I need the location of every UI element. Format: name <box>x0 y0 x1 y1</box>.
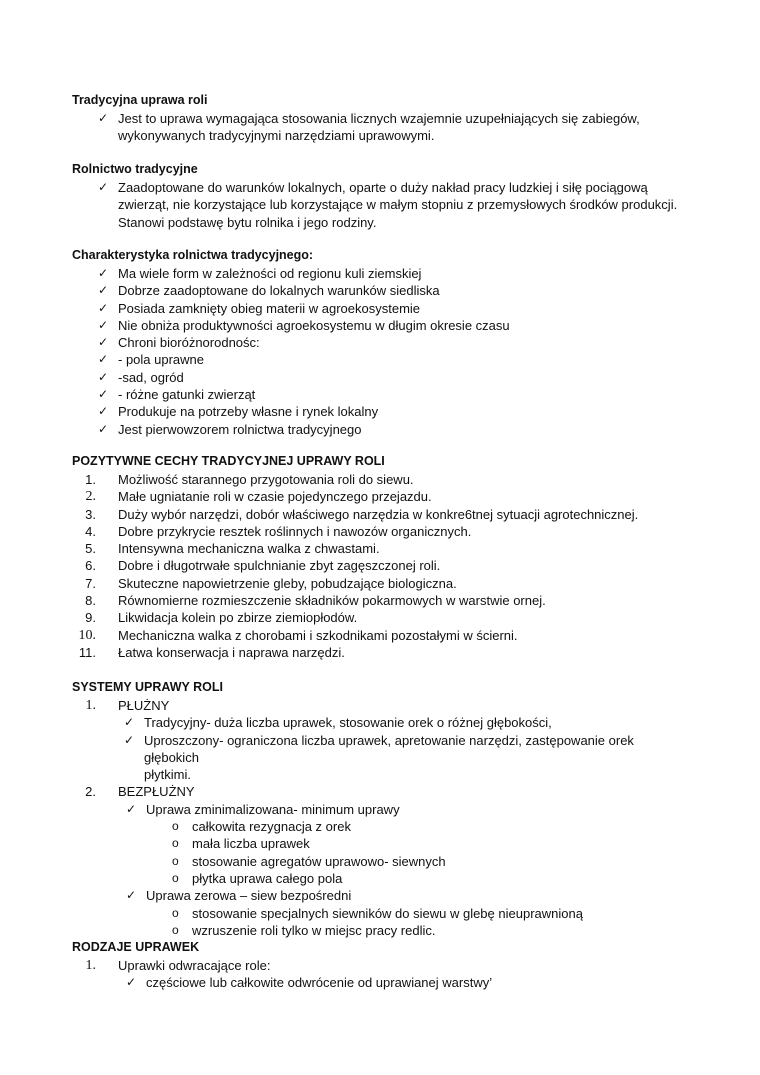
check-icon: ✓ <box>98 352 109 367</box>
circle-bullet-icon: o <box>172 870 179 885</box>
list-item: ✓ Posiada zamknięty obieg materii w agroekosystemie <box>98 300 421 316</box>
section-heading: SYSTEMY UPRAWY ROLI <box>72 680 223 694</box>
list-item-continuation: Stanowi podstawę bytu rolnika i jego rodziny. <box>118 214 377 230</box>
section-tillage-types <box>72 939 692 992</box>
section-positive-features <box>72 453 692 661</box>
check-icon: ✓ <box>98 180 109 194</box>
section-heading: Tradycyjna uprawa roli <box>72 93 208 107</box>
item-number: 2. <box>85 784 96 800</box>
section-traditional-farming <box>72 161 692 231</box>
section-heading: RODZAJE UPRAWEK <box>72 940 200 954</box>
item-number: 5. <box>85 541 96 557</box>
list-item-continuation: zwierząt, nie korzystające lub korzystające w małym stopniu z przemysłowych środków produkcji. <box>118 197 678 213</box>
numbered-item: 1. Uprawki odwracające role: <box>72 957 692 974</box>
section-tillage-systems <box>72 679 692 939</box>
item-number: 4. <box>85 523 96 539</box>
item-number: 2. <box>85 489 96 505</box>
check-icon: ✓ <box>126 975 137 990</box>
check-icon: ✓ <box>98 369 109 384</box>
check-icon: ✓ <box>98 317 109 332</box>
sub-list-item: o całkowita rezygnacja z orek <box>172 819 351 835</box>
item-number: 6. <box>85 558 96 574</box>
item-number: 10. <box>78 627 96 643</box>
item-number: 1. <box>85 472 96 487</box>
circle-bullet-icon: o <box>172 819 179 834</box>
section-heading: POZYTYWNE CECHY TRADYCYJNEJ UPRAWY ROLI <box>72 454 385 468</box>
list-item-continuation: płytkimi. <box>144 767 191 783</box>
section-traditional-tillage <box>72 92 692 145</box>
list-item: ✓ -sad, ogród <box>98 369 184 385</box>
list-item: ✓ Uprawa zminimalizowana- minimum uprawy <box>126 801 400 817</box>
list-item: ✓ Zaadoptowane do warunków lokalnych, oparte o duży nakład pracy ludzkiej i siłę pociągową <box>98 180 648 195</box>
check-icon: ✓ <box>124 715 135 730</box>
list-item: ✓ - pola uprawne <box>98 352 204 368</box>
numbered-item: 7. Skuteczne napowietrzenie gleby, pobudzające biologiczna. <box>72 575 692 592</box>
item-number: 8. <box>85 593 96 609</box>
check-icon: ✓ <box>126 801 137 816</box>
circle-bullet-icon: o <box>172 905 179 920</box>
numbered-item: 6. Dobre i długotrwałe spulchnianie zbyt zagęszczonej roli. <box>72 557 692 574</box>
check-icon: ✓ <box>98 111 109 125</box>
sub-list-item: o płytka uprawa całego pola <box>172 870 343 886</box>
list-item: ✓ - różne gatunki zwierząt <box>98 387 256 403</box>
item-number: 7. <box>85 575 96 591</box>
list-item: ✓ Uproszczony- ograniczona liczba uprawek, apretowanie narzędzi, zastępowanie orek głębokich <box>124 732 634 765</box>
item-number: 11. <box>78 644 96 660</box>
list-item: ✓ Chroni bioróżnorodnośc: <box>98 335 260 351</box>
list-item: ✓ Produkuje na potrzeby własne i rynek lokalny <box>98 404 379 420</box>
check-icon: ✓ <box>98 266 109 280</box>
check-icon: ✓ <box>124 732 135 747</box>
list-item: ✓ Jest pierwowzorem rolnictwa tradycyjnego <box>98 421 362 437</box>
list-item-continuation: wykonywanych tradycyjnymi narzędziami uprawowymi. <box>118 128 435 144</box>
item-number: 1. <box>85 698 96 713</box>
check-icon: ✓ <box>126 888 137 903</box>
check-icon: ✓ <box>98 404 109 419</box>
list-item: ✓ Dobrze zaadoptowane do lokalnych warunków siedliska <box>98 283 440 299</box>
check-icon: ✓ <box>98 335 109 350</box>
numbered-item: 2. BEZPŁUŻNY <box>72 783 692 800</box>
numbered-item: 10. Mechaniczna walka z chorobami i szkodnikami pozostałymi w ścierni. <box>72 627 692 644</box>
check-icon: ✓ <box>98 421 109 436</box>
numbered-item: 1. Możliwość starannego przygotowania roli do siewu. <box>72 471 692 488</box>
numbered-item: 8. Równomierne rozmieszczenie składników pokarmowych w warstwie ornej. <box>72 592 692 609</box>
numbered-item: 1. PŁUŻNY <box>72 697 692 714</box>
item-number: 9. <box>85 610 96 626</box>
section-heading: Charakterystyka rolnictwa tradycyjnego: <box>72 248 314 262</box>
circle-bullet-icon: o <box>172 836 179 851</box>
circle-bullet-icon: o <box>172 922 179 937</box>
item-number: 3. <box>85 506 96 522</box>
list-item: ✓ Nie obniża produktywności agroekosystemu w długim okresie czasu <box>98 317 510 333</box>
sub-list-item: o stosowanie agregatów uprawowo- siewnych <box>172 853 446 869</box>
numbered-item: 4. Dobre przykrycie resztek roślinnych i nawozów organicznych. <box>72 523 692 540</box>
numbered-item: 2. Małe ugniatanie roli w czasie pojedynczego przejazdu. <box>72 488 692 505</box>
sub-list-item: o mała liczba uprawek <box>172 836 310 852</box>
check-icon: ✓ <box>98 387 109 402</box>
list-item: ✓ częściowe lub całkowite odwrócenie od uprawianej warstwy’ <box>126 975 493 991</box>
sub-list-item: o stosowanie specjalnych siewników do siewu w glebę nieuprawnioną <box>172 905 583 921</box>
check-icon: ✓ <box>98 300 109 315</box>
check-icon: ✓ <box>98 283 109 298</box>
numbered-item: 9. Likwidacja kolein po zbirze ziemiopłodów. <box>72 609 692 626</box>
list-item: ✓ Ma wiele form w zależności od regionu kuli ziemskiej <box>98 266 422 281</box>
list-item: ✓ Jest to uprawa wymagająca stosowania licznych wzajemnie uzupełniających się zabiegów, <box>98 111 640 126</box>
circle-bullet-icon: o <box>172 853 179 868</box>
section-characteristics <box>72 247 692 438</box>
numbered-item: 3. Duży wybór narzędzi, dobór właściwego narzędzia w konkre6tnej sytuacji agrotechnicznej. <box>72 506 692 523</box>
item-number: 1. <box>85 958 96 973</box>
list-item: ✓ Uprawa zerowa – siew bezpośredni <box>126 888 352 904</box>
sub-list-item: o wzruszenie roli tylko w miejsc pracy redlic. <box>172 922 436 938</box>
numbered-item: 5. Intensywna mechaniczna walka z chwastami. <box>72 540 692 557</box>
section-heading: Rolnictwo tradycyjne <box>72 162 198 176</box>
list-item: ✓ Tradycyjny- duża liczba uprawek, stosowanie orek o różnej głębokości, <box>124 715 552 731</box>
numbered-item: 11. Łatwa konserwacja i naprawa narzędzi. <box>72 644 692 661</box>
